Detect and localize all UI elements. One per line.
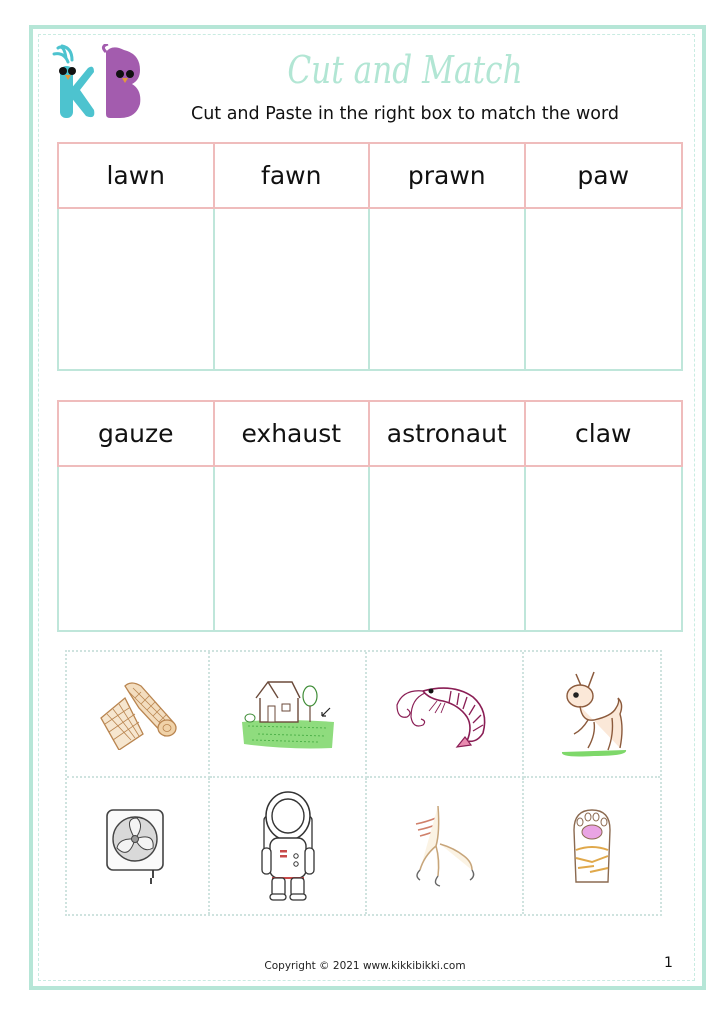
paste-box-lawn[interactable]: [59, 209, 215, 369]
word-header-exhaust: exhaust: [215, 402, 371, 467]
worksheet-instructions: Cut and Paste in the right box to match the word: [190, 104, 620, 124]
claw-icon: [410, 804, 480, 888]
match-table-1: [57, 142, 683, 371]
paw-icon: [570, 806, 614, 886]
paste-box-claw[interactable]: [526, 467, 682, 630]
word-header-gauze: gauze: [59, 402, 215, 467]
page-number: 1: [664, 955, 673, 971]
cutout-card-astronaut[interactable]: [210, 778, 367, 914]
word-header-fawn: fawn: [215, 144, 371, 209]
cutout-picture-grid: [65, 650, 662, 916]
cutout-card-exhaust[interactable]: [67, 778, 210, 914]
match-table-2: [57, 400, 683, 632]
kb-logo: [50, 44, 146, 122]
exhaust-fan-icon: [103, 804, 173, 888]
paste-box-paw[interactable]: [526, 209, 682, 369]
worksheet-title: Cut and Match: [287, 48, 523, 92]
astronaut-icon: [260, 790, 316, 902]
paste-box-gauze[interactable]: [59, 467, 215, 630]
logo-letter-b-icon: [103, 44, 140, 118]
cutout-card-prawn[interactable]: [367, 652, 524, 778]
paste-box-prawn[interactable]: [370, 209, 526, 369]
cutout-card-gauze[interactable]: [67, 652, 210, 778]
word-header-lawn: lawn: [59, 144, 215, 209]
paste-box-astronaut[interactable]: [370, 467, 526, 630]
word-header-paw: paw: [526, 144, 682, 209]
word-header-claw: claw: [526, 402, 682, 467]
gauze-roll-icon: [95, 678, 181, 750]
house-lawn-icon: [238, 678, 338, 750]
cutout-card-fawn[interactable]: [524, 652, 660, 778]
cutout-card-paw[interactable]: [524, 778, 660, 914]
copyright-text: Copyright © 2021 www.kikkibikki.com: [264, 960, 466, 972]
logo-letter-k-icon: [54, 46, 94, 118]
cutout-card-lawn[interactable]: [210, 652, 367, 778]
word-header-astronaut: astronaut: [370, 402, 526, 467]
word-header-prawn: prawn: [370, 144, 526, 209]
prawn-icon: [393, 677, 497, 751]
fawn-icon: [554, 668, 630, 760]
cutout-card-claw[interactable]: [367, 778, 524, 914]
paste-box-exhaust[interactable]: [215, 467, 371, 630]
paste-box-fawn[interactable]: [215, 209, 371, 369]
